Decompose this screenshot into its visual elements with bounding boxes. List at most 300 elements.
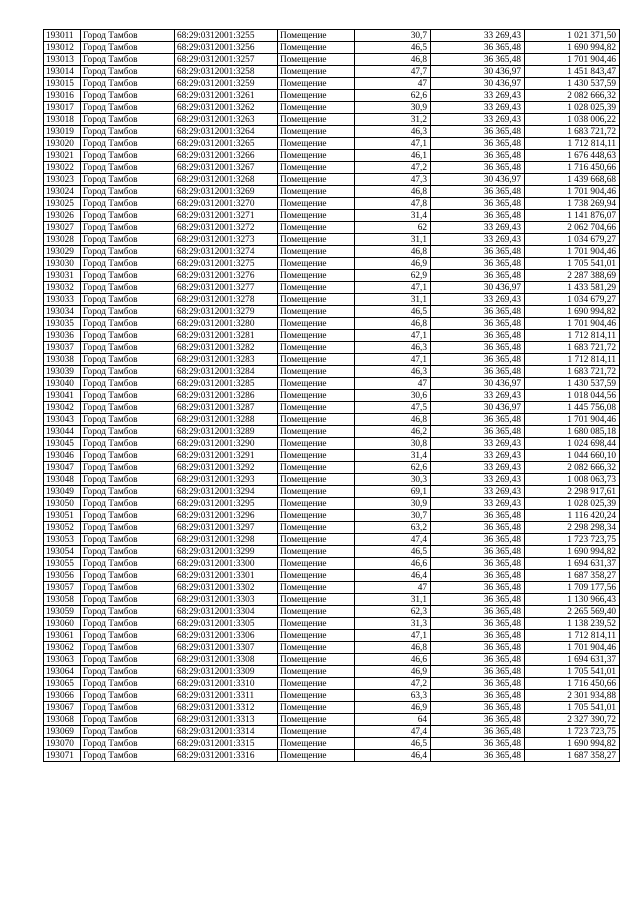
object-type-cell: Помещение [278, 66, 355, 78]
cadastral-number-cell: 68:29:0312001:3274 [175, 246, 278, 258]
object-type-cell: Помещение [278, 678, 355, 690]
unit-price-cell: 36 365,48 [431, 714, 525, 726]
record-id-cell: 193030 [44, 258, 81, 270]
table-row [44, 678, 620, 690]
cadastral-number-cell: 68:29:0312001:3302 [175, 582, 278, 594]
locality-cell: Город Тамбов [81, 102, 175, 114]
unit-price-cell: 36 365,48 [431, 258, 525, 270]
unit-price-cell: 36 365,48 [431, 306, 525, 318]
area-cell: 46,8 [355, 642, 431, 654]
record-id-cell: 193062 [44, 642, 81, 654]
cadastral-number-cell: 68:29:0312001:3310 [175, 678, 278, 690]
cadastral-value-cell: 1 021 371,50 [525, 30, 620, 42]
unit-price-cell: 33 269,43 [431, 438, 525, 450]
record-id-cell: 193024 [44, 186, 81, 198]
locality-cell: Город Тамбов [81, 270, 175, 282]
object-type-cell: Помещение [278, 366, 355, 378]
locality-cell: Город Тамбов [81, 366, 175, 378]
unit-price-cell: 36 365,48 [431, 738, 525, 750]
object-type-cell: Помещение [278, 738, 355, 750]
cadastral-number-cell: 68:29:0312001:3272 [175, 222, 278, 234]
table-row [44, 150, 620, 162]
table-row [44, 654, 620, 666]
cadastral-value-cell: 1 683 721,72 [525, 342, 620, 354]
object-type-cell: Помещение [278, 342, 355, 354]
unit-price-cell: 33 269,43 [431, 486, 525, 498]
cadastral-number-cell: 68:29:0312001:3277 [175, 282, 278, 294]
cadastral-number-cell: 68:29:0312001:3308 [175, 654, 278, 666]
area-cell: 31,2 [355, 114, 431, 126]
cadastral-number-cell: 68:29:0312001:3304 [175, 606, 278, 618]
unit-price-cell: 36 365,48 [431, 582, 525, 594]
cadastral-value-cell: 1 008 063,73 [525, 474, 620, 486]
cadastral-number-cell: 68:29:0312001:3312 [175, 702, 278, 714]
cadastral-number-cell: 68:29:0312001:3273 [175, 234, 278, 246]
record-id-cell: 193026 [44, 210, 81, 222]
cadastral-value-cell: 2 082 666,32 [525, 90, 620, 102]
cadastral-value-cell: 1 028 025,39 [525, 102, 620, 114]
object-type-cell: Помещение [278, 246, 355, 258]
cadastral-value-cell: 2 298 917,61 [525, 486, 620, 498]
table-row [44, 474, 620, 486]
locality-cell: Город Тамбов [81, 378, 175, 390]
cadastral-number-cell: 68:29:0312001:3280 [175, 318, 278, 330]
area-cell: 46,6 [355, 654, 431, 666]
area-cell: 46,9 [355, 258, 431, 270]
unit-price-cell: 36 365,48 [431, 330, 525, 342]
area-cell: 47,8 [355, 198, 431, 210]
area-cell: 46,2 [355, 426, 431, 438]
object-type-cell: Помещение [278, 510, 355, 522]
object-type-cell: Помещение [278, 378, 355, 390]
locality-cell: Город Тамбов [81, 618, 175, 630]
cadastral-number-cell: 68:29:0312001:3270 [175, 198, 278, 210]
unit-price-cell: 30 436,97 [431, 78, 525, 90]
area-cell: 46,4 [355, 750, 431, 762]
object-type-cell: Помещение [278, 546, 355, 558]
locality-cell: Город Тамбов [81, 198, 175, 210]
table-row [44, 342, 620, 354]
locality-cell: Город Тамбов [81, 546, 175, 558]
locality-cell: Город Тамбов [81, 702, 175, 714]
record-id-cell: 193056 [44, 570, 81, 582]
table-row [44, 42, 620, 54]
object-type-cell: Помещение [278, 42, 355, 54]
cadastral-value-cell: 1 680 085,18 [525, 426, 620, 438]
unit-price-cell: 36 365,48 [431, 318, 525, 330]
unit-price-cell: 36 365,48 [431, 570, 525, 582]
object-type-cell: Помещение [278, 558, 355, 570]
unit-price-cell: 33 269,43 [431, 450, 525, 462]
object-type-cell: Помещение [278, 318, 355, 330]
object-type-cell: Помещение [278, 126, 355, 138]
table-row [44, 690, 620, 702]
table-row [44, 546, 620, 558]
table-row [44, 534, 620, 546]
table-row [44, 702, 620, 714]
object-type-cell: Помещение [278, 222, 355, 234]
area-cell: 47,1 [355, 282, 431, 294]
cadastral-value-cell: 1 701 904,46 [525, 318, 620, 330]
cadastral-value-cell: 1 723 723,75 [525, 726, 620, 738]
object-type-cell: Помещение [278, 162, 355, 174]
table-row [44, 714, 620, 726]
cadastral-value-cell: 2 301 934,88 [525, 690, 620, 702]
object-type-cell: Помещение [278, 114, 355, 126]
cadastral-number-cell: 68:29:0312001:3316 [175, 750, 278, 762]
area-cell: 46,5 [355, 42, 431, 54]
cadastral-number-cell: 68:29:0312001:3307 [175, 642, 278, 654]
cadastral-value-cell: 1 705 541,01 [525, 666, 620, 678]
record-id-cell: 193071 [44, 750, 81, 762]
locality-cell: Город Тамбов [81, 114, 175, 126]
cadastral-value-cell: 1 690 994,82 [525, 306, 620, 318]
unit-price-cell: 36 365,48 [431, 702, 525, 714]
area-cell: 30,9 [355, 498, 431, 510]
record-id-cell: 193060 [44, 618, 81, 630]
locality-cell: Город Тамбов [81, 666, 175, 678]
unit-price-cell: 36 365,48 [431, 726, 525, 738]
area-cell: 46,8 [355, 246, 431, 258]
table-row [44, 666, 620, 678]
area-cell: 46,8 [355, 318, 431, 330]
locality-cell: Город Тамбов [81, 522, 175, 534]
cadastral-number-cell: 68:29:0312001:3268 [175, 174, 278, 186]
record-id-cell: 193068 [44, 714, 81, 726]
area-cell: 47 [355, 78, 431, 90]
unit-price-cell: 36 365,48 [431, 690, 525, 702]
cadastral-number-cell: 68:29:0312001:3269 [175, 186, 278, 198]
area-cell: 46,8 [355, 54, 431, 66]
record-id-cell: 193063 [44, 654, 81, 666]
table-row [44, 318, 620, 330]
cadastral-value-cell: 1 024 698,44 [525, 438, 620, 450]
record-id-cell: 193067 [44, 702, 81, 714]
record-id-cell: 193066 [44, 690, 81, 702]
cadastral-value-cell: 1 687 358,27 [525, 570, 620, 582]
object-type-cell: Помещение [278, 690, 355, 702]
record-id-cell: 193032 [44, 282, 81, 294]
record-id-cell: 193039 [44, 366, 81, 378]
locality-cell: Город Тамбов [81, 570, 175, 582]
cadastral-number-cell: 68:29:0312001:3279 [175, 306, 278, 318]
unit-price-cell: 36 365,48 [431, 558, 525, 570]
table-row [44, 738, 620, 750]
area-cell: 46,5 [355, 738, 431, 750]
cadastral-value-cell: 1 028 025,39 [525, 498, 620, 510]
cadastral-value-cell: 1 018 044,56 [525, 390, 620, 402]
cadastral-number-cell: 68:29:0312001:3289 [175, 426, 278, 438]
cadastral-value-cell: 1 701 904,46 [525, 642, 620, 654]
cadastral-value-cell: 1 716 450,66 [525, 162, 620, 174]
object-type-cell: Помещение [278, 138, 355, 150]
record-id-cell: 193020 [44, 138, 81, 150]
locality-cell: Город Тамбов [81, 558, 175, 570]
area-cell: 30,7 [355, 510, 431, 522]
cadastral-number-cell: 68:29:0312001:3298 [175, 534, 278, 546]
object-type-cell: Помещение [278, 198, 355, 210]
table-row [44, 390, 620, 402]
unit-price-cell: 36 365,48 [431, 198, 525, 210]
object-type-cell: Помещение [278, 594, 355, 606]
locality-cell: Город Тамбов [81, 510, 175, 522]
record-id-cell: 193022 [44, 162, 81, 174]
cadastral-number-cell: 68:29:0312001:3299 [175, 546, 278, 558]
table-row [44, 306, 620, 318]
area-cell: 47,3 [355, 174, 431, 186]
area-cell: 47,1 [355, 630, 431, 642]
cadastral-value-cell: 1 716 450,66 [525, 678, 620, 690]
object-type-cell: Помещение [278, 750, 355, 762]
cadastral-number-cell: 68:29:0312001:3297 [175, 522, 278, 534]
table-row [44, 138, 620, 150]
unit-price-cell: 36 365,48 [431, 630, 525, 642]
object-type-cell: Помещение [278, 186, 355, 198]
locality-cell: Город Тамбов [81, 282, 175, 294]
object-type-cell: Помещение [278, 414, 355, 426]
record-id-cell: 193057 [44, 582, 81, 594]
area-cell: 47,2 [355, 162, 431, 174]
table-row [44, 258, 620, 270]
cadastral-value-cell: 1 701 904,46 [525, 186, 620, 198]
object-type-cell: Помещение [278, 702, 355, 714]
locality-cell: Город Тамбов [81, 594, 175, 606]
cadastral-number-cell: 68:29:0312001:3264 [175, 126, 278, 138]
cadastral-value-cell: 1 044 660,10 [525, 450, 620, 462]
table-row [44, 750, 620, 762]
record-id-cell: 193055 [44, 558, 81, 570]
table-row [44, 246, 620, 258]
cadastral-value-cell: 1 694 631,37 [525, 654, 620, 666]
unit-price-cell: 30 436,97 [431, 378, 525, 390]
area-cell: 62,6 [355, 462, 431, 474]
cadastral-number-cell: 68:29:0312001:3311 [175, 690, 278, 702]
cadastral-number-cell: 68:29:0312001:3287 [175, 402, 278, 414]
cadastral-number-cell: 68:29:0312001:3303 [175, 594, 278, 606]
record-id-cell: 193019 [44, 126, 81, 138]
cadastral-value-cell: 2 287 388,69 [525, 270, 620, 282]
area-cell: 47,5 [355, 402, 431, 414]
cadastral-value-cell: 1 705 541,01 [525, 258, 620, 270]
unit-price-cell: 36 365,48 [431, 594, 525, 606]
area-cell: 62 [355, 222, 431, 234]
unit-price-cell: 36 365,48 [431, 642, 525, 654]
table-row [44, 582, 620, 594]
cadastral-number-cell: 68:29:0312001:3285 [175, 378, 278, 390]
table-row [44, 450, 620, 462]
unit-price-cell: 30 436,97 [431, 66, 525, 78]
cadastral-number-cell: 68:29:0312001:3278 [175, 294, 278, 306]
cadastral-value-cell: 1 690 994,82 [525, 42, 620, 54]
unit-price-cell: 33 269,43 [431, 294, 525, 306]
locality-cell: Город Тамбов [81, 390, 175, 402]
object-type-cell: Помещение [278, 30, 355, 42]
locality-cell: Город Тамбов [81, 738, 175, 750]
unit-price-cell: 36 365,48 [431, 210, 525, 222]
cadastral-value-cell: 2 265 569,40 [525, 606, 620, 618]
table-row [44, 366, 620, 378]
object-type-cell: Помещение [278, 666, 355, 678]
record-id-cell: 193069 [44, 726, 81, 738]
object-type-cell: Помещение [278, 570, 355, 582]
record-id-cell: 193058 [44, 594, 81, 606]
cadastral-value-cell: 1 451 843,47 [525, 66, 620, 78]
record-id-cell: 193018 [44, 114, 81, 126]
object-type-cell: Помещение [278, 294, 355, 306]
cadastral-value-cell: 1 130 966,43 [525, 594, 620, 606]
area-cell: 31,3 [355, 618, 431, 630]
area-cell: 47 [355, 378, 431, 390]
cadastral-value-cell: 2 298 298,34 [525, 522, 620, 534]
cadastral-number-cell: 68:29:0312001:3282 [175, 342, 278, 354]
area-cell: 30,3 [355, 474, 431, 486]
object-type-cell: Помещение [278, 582, 355, 594]
table-row [44, 642, 620, 654]
record-id-cell: 193052 [44, 522, 81, 534]
area-cell: 46,3 [355, 126, 431, 138]
object-type-cell: Помещение [278, 462, 355, 474]
cadastral-number-cell: 68:29:0312001:3261 [175, 90, 278, 102]
cadastral-number-cell: 68:29:0312001:3257 [175, 54, 278, 66]
locality-cell: Город Тамбов [81, 726, 175, 738]
cadastral-number-cell: 68:29:0312001:3262 [175, 102, 278, 114]
record-id-cell: 193021 [44, 150, 81, 162]
object-type-cell: Помещение [278, 714, 355, 726]
area-cell: 31,4 [355, 450, 431, 462]
table-row [44, 294, 620, 306]
object-type-cell: Помещение [278, 606, 355, 618]
table-row [44, 210, 620, 222]
locality-cell: Город Тамбов [81, 690, 175, 702]
cadastral-number-cell: 68:29:0312001:3293 [175, 474, 278, 486]
record-id-cell: 193046 [44, 450, 81, 462]
object-type-cell: Помещение [278, 390, 355, 402]
record-id-cell: 193027 [44, 222, 81, 234]
cadastral-value-cell: 1 683 721,72 [525, 366, 620, 378]
cadastral-number-cell: 68:29:0312001:3256 [175, 42, 278, 54]
area-cell: 46,9 [355, 666, 431, 678]
table-row [44, 102, 620, 114]
area-cell: 46,3 [355, 342, 431, 354]
area-cell: 31,1 [355, 594, 431, 606]
record-id-cell: 193054 [44, 546, 81, 558]
area-cell: 47,2 [355, 678, 431, 690]
record-id-cell: 193035 [44, 318, 81, 330]
area-cell: 47,1 [355, 354, 431, 366]
record-id-cell: 193045 [44, 438, 81, 450]
cadastral-value-cell: 1 709 177,56 [525, 582, 620, 594]
cadastral-value-cell: 1 712 814,11 [525, 354, 620, 366]
area-cell: 46,6 [355, 558, 431, 570]
cadastral-value-cell: 2 082 666,32 [525, 462, 620, 474]
unit-price-cell: 30 436,97 [431, 174, 525, 186]
record-id-cell: 193038 [44, 354, 81, 366]
unit-price-cell: 36 365,48 [431, 270, 525, 282]
cadastral-number-cell: 68:29:0312001:3281 [175, 330, 278, 342]
object-type-cell: Помещение [278, 234, 355, 246]
area-cell: 46,1 [355, 150, 431, 162]
record-id-cell: 193016 [44, 90, 81, 102]
cadastral-value-cell: 1 034 679,27 [525, 234, 620, 246]
cadastral-number-cell: 68:29:0312001:3290 [175, 438, 278, 450]
locality-cell: Город Тамбов [81, 234, 175, 246]
object-type-cell: Помещение [278, 102, 355, 114]
unit-price-cell: 30 436,97 [431, 402, 525, 414]
table-row [44, 186, 620, 198]
area-cell: 46,5 [355, 306, 431, 318]
record-id-cell: 193050 [44, 498, 81, 510]
record-id-cell: 193037 [44, 342, 81, 354]
object-type-cell: Помещение [278, 642, 355, 654]
locality-cell: Город Тамбов [81, 78, 175, 90]
table-row [44, 630, 620, 642]
cadastral-value-cell: 1 723 723,75 [525, 534, 620, 546]
unit-price-cell: 36 365,48 [431, 150, 525, 162]
unit-price-cell: 36 365,48 [431, 162, 525, 174]
cadastral-value-cell: 1 116 420,24 [525, 510, 620, 522]
record-id-cell: 193012 [44, 42, 81, 54]
property-table-body [44, 30, 620, 762]
locality-cell: Город Тамбов [81, 186, 175, 198]
cadastral-number-cell: 68:29:0312001:3301 [175, 570, 278, 582]
area-cell: 62,9 [355, 270, 431, 282]
table-row [44, 174, 620, 186]
record-id-cell: 193061 [44, 630, 81, 642]
cadastral-number-cell: 68:29:0312001:3292 [175, 462, 278, 474]
locality-cell: Город Тамбов [81, 582, 175, 594]
unit-price-cell: 33 269,43 [431, 30, 525, 42]
locality-cell: Город Тамбов [81, 150, 175, 162]
property-table [43, 29, 620, 762]
cadastral-value-cell: 1 138 239,52 [525, 618, 620, 630]
table-row [44, 558, 620, 570]
object-type-cell: Помещение [278, 270, 355, 282]
table-row [44, 378, 620, 390]
table-row [44, 234, 620, 246]
locality-cell: Город Тамбов [81, 402, 175, 414]
locality-cell: Город Тамбов [81, 30, 175, 42]
locality-cell: Город Тамбов [81, 354, 175, 366]
object-type-cell: Помещение [278, 54, 355, 66]
unit-price-cell: 33 269,43 [431, 234, 525, 246]
area-cell: 30,6 [355, 390, 431, 402]
unit-price-cell: 36 365,48 [431, 246, 525, 258]
record-id-cell: 193025 [44, 198, 81, 210]
cadastral-value-cell: 1 430 537,59 [525, 78, 620, 90]
cadastral-value-cell: 1 445 756,08 [525, 402, 620, 414]
cadastral-value-cell: 1 687 358,27 [525, 750, 620, 762]
locality-cell: Город Тамбов [81, 630, 175, 642]
record-id-cell: 193042 [44, 402, 81, 414]
unit-price-cell: 36 365,48 [431, 510, 525, 522]
cadastral-value-cell: 1 683 721,72 [525, 126, 620, 138]
table-row [44, 198, 620, 210]
cadastral-number-cell: 68:29:0312001:3291 [175, 450, 278, 462]
record-id-cell: 193034 [44, 306, 81, 318]
locality-cell: Город Тамбов [81, 750, 175, 762]
object-type-cell: Помещение [278, 426, 355, 438]
record-id-cell: 193044 [44, 426, 81, 438]
unit-price-cell: 36 365,48 [431, 534, 525, 546]
table-row [44, 594, 620, 606]
locality-cell: Город Тамбов [81, 66, 175, 78]
unit-price-cell: 33 269,43 [431, 90, 525, 102]
object-type-cell: Помещение [278, 450, 355, 462]
cadastral-number-cell: 68:29:0312001:3305 [175, 618, 278, 630]
cadastral-value-cell: 1 701 904,46 [525, 246, 620, 258]
area-cell: 30,8 [355, 438, 431, 450]
record-id-cell: 193040 [44, 378, 81, 390]
